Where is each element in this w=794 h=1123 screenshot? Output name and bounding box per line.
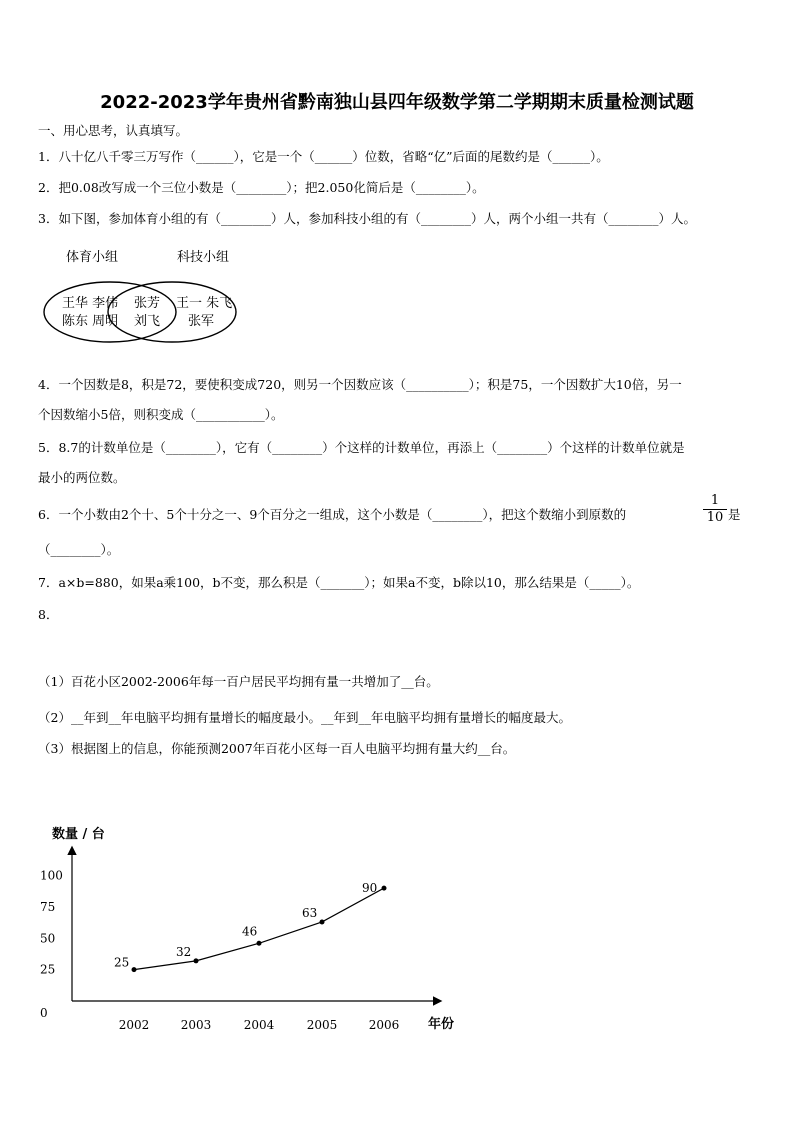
chart-x-axis-label: 年份	[428, 1017, 455, 1032]
fraction-numerator: 1	[703, 493, 727, 510]
data-label: 25	[114, 955, 130, 970]
x-tick-label: 2006	[368, 1018, 400, 1032]
y-tick-label: 50	[40, 931, 56, 946]
data-point	[194, 958, 199, 963]
question-8: 8．	[38, 607, 59, 622]
venn-middle-names-2: 刘飞	[134, 314, 161, 329]
venn-left-ellipse	[44, 282, 176, 342]
y-tick-label: 0	[40, 1006, 48, 1020]
question-1: 1．八十亿八千零三万写作（______），它是一个（______）位数，省略“亿”后面的尾数约是（______）。	[38, 149, 609, 164]
y-tick-label: 25	[40, 962, 56, 977]
venn-right-ellipse	[108, 282, 236, 342]
data-label: 46	[242, 924, 258, 939]
question-6-line-2: （________）。	[38, 542, 120, 557]
fraction-one-tenth	[703, 493, 727, 526]
question-4-line-1: 4．一个因数是8，积是72，要使积变成720，则另一个因数应该（__________）；积是75，一个因数扩大10倍，另一	[38, 377, 682, 392]
venn-left-names-2: 陈东 周明	[62, 314, 119, 329]
question-8-part-1: （1）百花小区2002-2006年每一百户居民平均拥有量一共增加了__台。	[38, 674, 439, 689]
data-label: 63	[302, 905, 318, 920]
venn-right-names-1: 王一 朱飞	[176, 296, 233, 311]
data-label: 90	[362, 881, 378, 896]
question-5-line-1: 5．8.7的计数单位是（________），它有（________）个这样的计数单位，再添上（________）个这样的计数单位就是	[38, 440, 685, 455]
x-tick-label: 2002	[118, 1018, 150, 1032]
data-point	[132, 967, 137, 972]
question-7: 7．a×b=880，如果a乘100，b不变，那么积是（_______）；如果a不变，b除以10，那么结果是（_____）。	[38, 575, 640, 590]
question-8-part-2: （2）__年到__年电脑平均拥有量增长的幅度最小。__年到__年电脑平均拥有量增长的幅度最大。	[38, 710, 571, 725]
y-tick-label: 75	[40, 899, 56, 914]
page-title: 2022-2023学年贵州省黔南独山县四年级数学第二学期期末质量检测试题	[100, 92, 694, 113]
question-8-part-3: （3）根据图上的信息，你能预测2007年百花小区每一百人电脑平均拥有量大约__台。	[38, 741, 516, 756]
venn-right-label: 科技小组	[177, 250, 230, 265]
data-point	[257, 941, 262, 946]
data-point	[320, 919, 325, 924]
question-6-suffix: 是	[728, 507, 741, 522]
question-5-line-2: 最小的两位数。	[38, 470, 126, 485]
chart-y-axis-label: 数量 / 台	[52, 827, 105, 842]
line-chart	[30, 818, 470, 1043]
venn-right-names-2: 张军	[188, 314, 215, 329]
section-heading: 一、用心思考，认真填写。	[38, 123, 189, 138]
question-4-line-2: 个因数缩小5倍，则积变成（___________）。	[38, 407, 284, 422]
y-tick-label: 100	[40, 868, 63, 883]
x-tick-label: 2005	[306, 1018, 338, 1032]
venn-diagram	[40, 245, 250, 345]
question-2: 2．把0.08改写成一个三位小数是（________）；把2.050化简后是（________）。	[38, 180, 485, 195]
data-point	[382, 886, 387, 891]
data-label: 32	[176, 944, 192, 959]
question-6-line-1: 6．一个小数由2个十、5个十分之一、9个百分之一组成，这个小数是（________），把这个数缩小到原数的	[38, 507, 627, 522]
series-line	[134, 888, 384, 970]
venn-left-names-1: 王华 李伟	[62, 296, 119, 311]
venn-middle-names-1: 张芳	[134, 296, 161, 311]
fraction-denominator: 10	[706, 510, 724, 525]
venn-left-label: 体育小组	[66, 250, 119, 265]
x-tick-label: 2004	[243, 1018, 275, 1032]
x-tick-label: 2003	[180, 1018, 212, 1032]
question-3: 3．如下图，参加体育小组的有（________）人，参加科技小组的有（________）人，两个小组一共有（________）人。	[38, 211, 696, 226]
